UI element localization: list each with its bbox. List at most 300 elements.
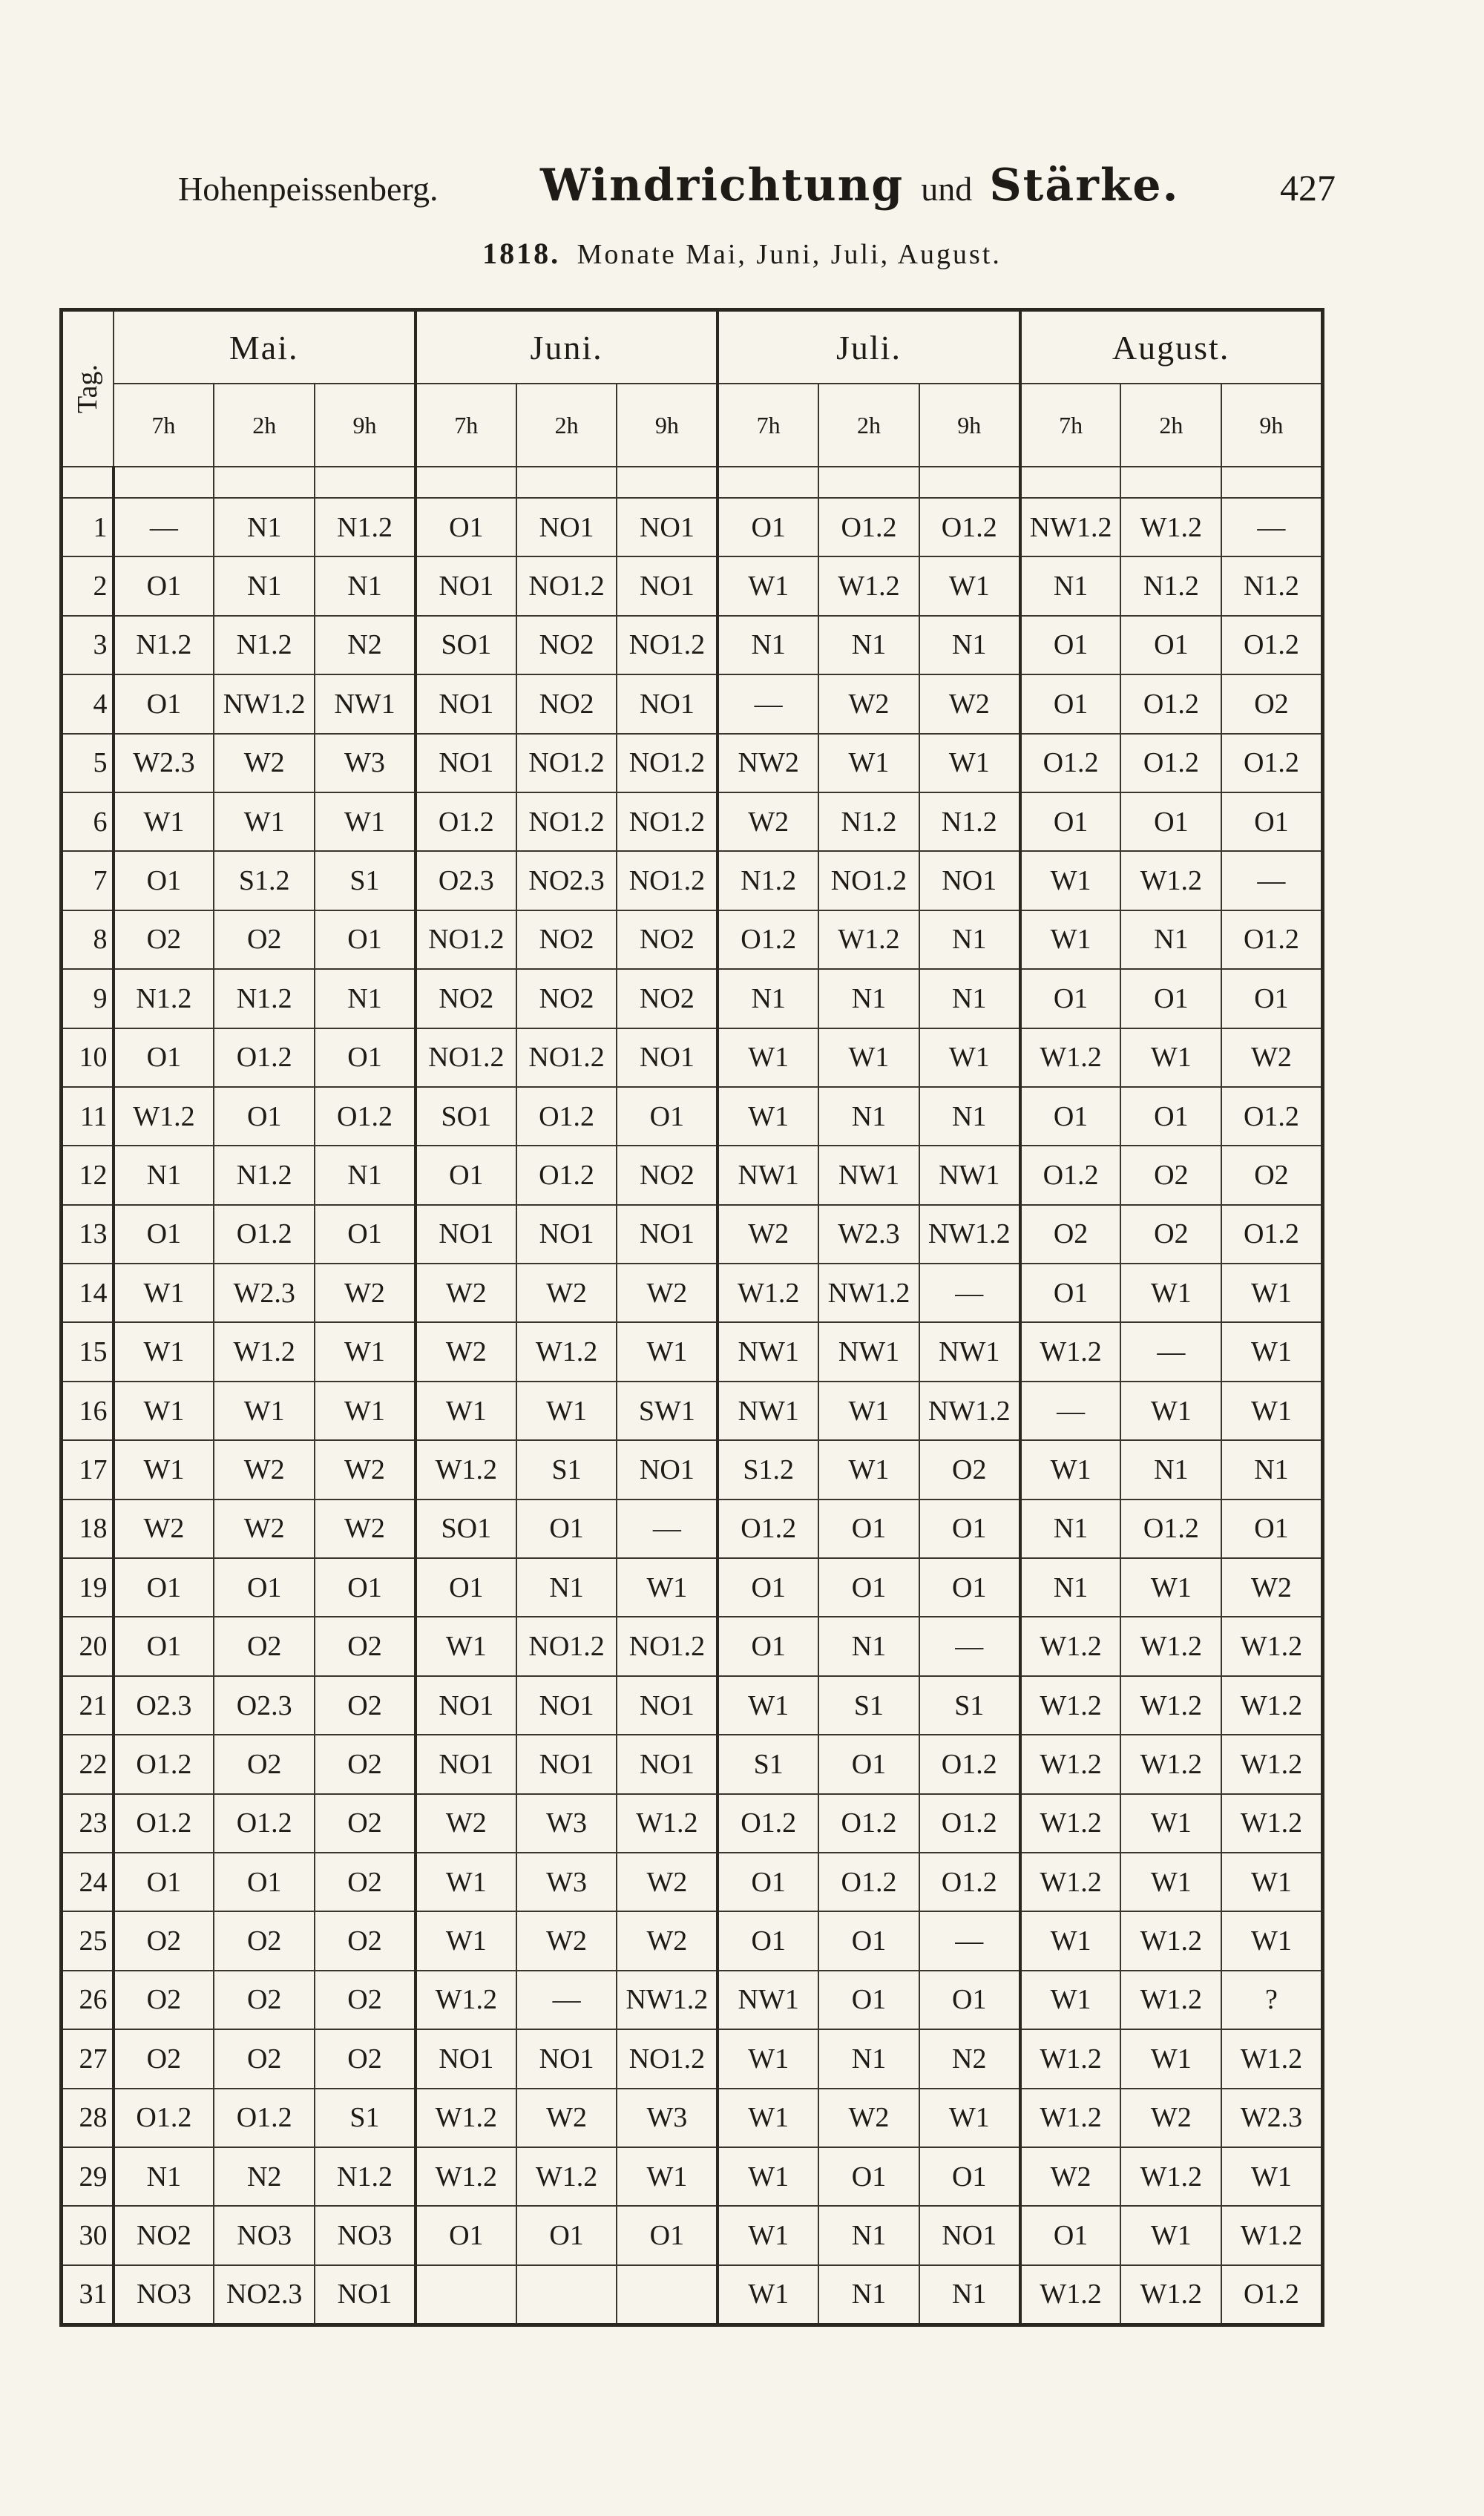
wind-cell: O2 — [214, 1911, 315, 1970]
wind-cell: W1 — [818, 1028, 919, 1087]
wind-cell: N1 — [1020, 1500, 1121, 1558]
wind-cell: O1 — [1020, 1087, 1121, 1146]
wind-cell: W1 — [114, 1322, 214, 1381]
wind-cell: — — [1020, 1382, 1121, 1440]
day-number: 30 — [62, 2206, 114, 2264]
wind-cell: W2 — [416, 1794, 516, 1853]
wind-cell: S1 — [818, 1676, 919, 1735]
wind-cell: O1.2 — [315, 1087, 416, 1146]
wind-cell: — — [617, 1500, 718, 1558]
wind-cell: W1.2 — [1020, 1028, 1121, 1087]
wind-cell: O1 — [114, 1558, 214, 1617]
wind-cell: N1 — [718, 616, 818, 674]
wind-cell: O1 — [818, 2147, 919, 2206]
wind-cell: S1 — [718, 1735, 818, 1793]
wind-cell: N1 — [818, 2029, 919, 2088]
time-header: 2h — [1120, 384, 1221, 467]
wind-cell: O2 — [214, 2029, 315, 2088]
wind-cell: NW1.2 — [1020, 498, 1121, 556]
wind-cell: W1 — [114, 792, 214, 851]
wind-cell: O2 — [315, 1676, 416, 1735]
wind-cell: W3 — [516, 1853, 617, 1911]
table-row — [62, 674, 1323, 733]
wind-cell: N1 — [1221, 1440, 1322, 1499]
wind-cell: W1 — [718, 2147, 818, 2206]
day-number: 27 — [62, 2029, 114, 2088]
wind-cell: O1.2 — [818, 1853, 919, 1911]
subtitle-text: Monate Mai, Juni, Juli, August. — [577, 239, 1002, 270]
wind-cell: O1.2 — [718, 1794, 818, 1853]
table-row — [62, 1735, 1323, 1793]
wind-cell: SO1 — [416, 616, 516, 674]
day-number: 3 — [62, 616, 114, 674]
wind-cell: W1 — [718, 1676, 818, 1735]
wind-cell: N1 — [818, 616, 919, 674]
wind-cell: O2 — [214, 1735, 315, 1793]
wind-cell: N1 — [1120, 910, 1221, 969]
wind-cell: NW1.2 — [919, 1382, 1020, 1440]
wind-cell: NW1 — [718, 1971, 818, 2029]
wind-cell: O1 — [818, 1735, 919, 1793]
day-number: 12 — [62, 1146, 114, 1204]
day-number: 15 — [62, 1322, 114, 1381]
wind-cell: O1 — [114, 1617, 214, 1675]
wind-cell: W1 — [214, 792, 315, 851]
wind-cell: S1.2 — [214, 851, 315, 910]
day-number: 7 — [62, 851, 114, 910]
wind-cell: N1 — [1020, 1558, 1121, 1617]
wind-cell: N1 — [718, 969, 818, 1028]
wind-cell: W1 — [416, 1382, 516, 1440]
wind-cell: O1.2 — [1221, 734, 1322, 792]
wind-cell: W1.2 — [1120, 851, 1221, 910]
wind-cell: N1 — [214, 498, 315, 556]
wind-cell: W1.2 — [1020, 2029, 1121, 2088]
wind-cell: W2 — [416, 1322, 516, 1381]
wind-cell: NO2 — [516, 616, 617, 674]
wind-cell: — — [718, 674, 818, 733]
wind-cell: W3 — [315, 734, 416, 792]
wind-cell: NO1 — [516, 1676, 617, 1735]
wind-cell: O2 — [1020, 1205, 1121, 1264]
wind-cell: W1 — [1120, 1382, 1221, 1440]
wind-cell: W1 — [416, 1617, 516, 1675]
wind-cell: N1 — [114, 1146, 214, 1204]
wind-cell: W1 — [1221, 1322, 1322, 1381]
wind-cell: S1 — [919, 1676, 1020, 1735]
day-number: 28 — [62, 2089, 114, 2147]
table-row — [62, 792, 1323, 851]
wind-cell: O1.2 — [214, 1794, 315, 1853]
wind-cell: — — [1221, 498, 1322, 556]
wind-cell: W1.2 — [114, 1087, 214, 1146]
wind-cell: W2 — [1120, 2089, 1221, 2147]
time-header: 7h — [1020, 384, 1121, 467]
wind-cell: NO1.2 — [818, 851, 919, 910]
wind-cell: N1 — [818, 1087, 919, 1146]
wind-cell: O1 — [718, 1617, 818, 1675]
wind-cell: W1 — [919, 2089, 1020, 2147]
wind-cell: N1 — [818, 969, 919, 1028]
wind-cell: O1 — [214, 1558, 315, 1617]
time-header: 7h — [416, 384, 516, 467]
day-number: 29 — [62, 2147, 114, 2206]
wind-cell: O1 — [1020, 616, 1121, 674]
table-row — [62, 2265, 1323, 2325]
wind-cell: O1 — [114, 674, 214, 733]
wind-cell: W1 — [718, 2206, 818, 2264]
wind-cell: N1 — [1120, 1440, 1221, 1499]
wind-cell: S1 — [315, 851, 416, 910]
table-row — [62, 1205, 1323, 1264]
table-row — [62, 1440, 1323, 1499]
wind-cell: W1 — [617, 1558, 718, 1617]
wind-cell: O1.2 — [1120, 734, 1221, 792]
wind-cell: O1.2 — [1221, 910, 1322, 969]
wind-cell: O1.2 — [1221, 1087, 1322, 1146]
wind-cell: — — [919, 1911, 1020, 1970]
time-header: 2h — [214, 384, 315, 467]
wind-cell: W1 — [919, 734, 1020, 792]
wind-cell: O1.2 — [516, 1087, 617, 1146]
wind-cell: NO1.2 — [617, 851, 718, 910]
wind-cell: W2 — [818, 2089, 919, 2147]
wind-cell: O1 — [1020, 969, 1121, 1028]
wind-cell: W2.3 — [214, 1264, 315, 1322]
wind-cell: O1.2 — [114, 1735, 214, 1793]
wind-cell: O2 — [315, 2029, 416, 2088]
day-number: 23 — [62, 1794, 114, 1853]
day-number: 18 — [62, 1500, 114, 1558]
title-staerke: Stärke. — [989, 160, 1180, 211]
wind-cell: W2 — [315, 1264, 416, 1322]
wind-cell: NO1.2 — [617, 734, 718, 792]
day-number: 31 — [62, 2265, 114, 2325]
wind-cell: NO1.2 — [416, 910, 516, 969]
wind-cell: NO1 — [617, 674, 718, 733]
wind-cell: O2 — [1120, 1205, 1221, 1264]
wind-cell: W2 — [516, 1911, 617, 1970]
wind-cell: NW1.2 — [214, 674, 315, 733]
wind-cell: NW1 — [315, 674, 416, 733]
wind-cell: W1.2 — [818, 556, 919, 615]
wind-cell: O1 — [718, 1911, 818, 1970]
day-number: 26 — [62, 1971, 114, 2029]
wind-cell: O1 — [818, 1911, 919, 1970]
wind-cell: W1.2 — [1120, 2265, 1221, 2325]
wind-cell: W2 — [1020, 2147, 1121, 2206]
wind-cell: O2 — [114, 910, 214, 969]
wind-cell: N1.2 — [315, 498, 416, 556]
month-header-august: August. — [1020, 310, 1322, 384]
wind-cell: W2 — [919, 674, 1020, 733]
wind-cell: W1 — [1120, 1558, 1221, 1617]
wind-cell: O1.2 — [214, 1028, 315, 1087]
time-header: 7h — [114, 384, 214, 467]
day-number: 21 — [62, 1676, 114, 1735]
wind-cell: O1.2 — [214, 1205, 315, 1264]
wind-cell: NO1 — [516, 1205, 617, 1264]
wind-cell: W1 — [1221, 1382, 1322, 1440]
day-number: 20 — [62, 1617, 114, 1675]
wind-cell: N1 — [919, 616, 1020, 674]
wind-cell: NO1.2 — [617, 792, 718, 851]
table-row — [62, 498, 1323, 556]
wind-cell: W1 — [114, 1440, 214, 1499]
wind-cell: W1 — [1020, 851, 1121, 910]
wind-cell: NW1 — [818, 1146, 919, 1204]
table-row — [62, 1676, 1323, 1735]
wind-cell: N1 — [919, 910, 1020, 969]
wind-cell: O1 — [315, 910, 416, 969]
wind-cell: W1.2 — [818, 910, 919, 969]
wind-cell: W1.2 — [1120, 1971, 1221, 2029]
wind-cell: O2 — [1120, 1146, 1221, 1204]
table-row — [62, 1971, 1323, 2029]
wind-cell: W2 — [416, 1264, 516, 1322]
wind-cell: W1 — [1120, 1028, 1221, 1087]
table-row — [62, 2089, 1323, 2147]
wind-cell: W1 — [617, 2147, 718, 2206]
wind-cell: NW1.2 — [818, 1264, 919, 1322]
wind-cell: W1.2 — [416, 1971, 516, 2029]
wind-cell: W1 — [718, 556, 818, 615]
wind-cell: O2 — [114, 1911, 214, 1970]
wind-cell: W1.2 — [1120, 1911, 1221, 1970]
wind-cell: O1.2 — [1221, 1205, 1322, 1264]
table-row — [62, 1087, 1323, 1146]
wind-cell: W2 — [1221, 1028, 1322, 1087]
wind-cell: W1.2 — [1020, 2089, 1121, 2147]
wind-cell: SW1 — [617, 1382, 718, 1440]
wind-cell: W1 — [315, 792, 416, 851]
wind-cell: O2 — [214, 1971, 315, 2029]
wind-cell: — — [1120, 1322, 1221, 1381]
page-header — [178, 160, 1336, 211]
wind-cell: O1 — [919, 2147, 1020, 2206]
wind-cell: O2 — [1221, 674, 1322, 733]
wind-cell: NW1 — [718, 1382, 818, 1440]
wind-cell: O1 — [114, 1028, 214, 1087]
wind-cell: O1 — [1221, 969, 1322, 1028]
wind-cell: O2 — [315, 1735, 416, 1793]
table-row — [62, 1028, 1323, 1087]
wind-cell: N1 — [315, 556, 416, 615]
wind-cell: W2 — [718, 1205, 818, 1264]
wind-cell: ? — [1221, 1971, 1322, 2029]
wind-cell: N1.2 — [114, 969, 214, 1028]
wind-cell: W1 — [1120, 2029, 1221, 2088]
wind-cell: SO1 — [416, 1500, 516, 1558]
wind-cell: W2.3 — [1221, 2089, 1322, 2147]
wind-cell: NO2 — [516, 969, 617, 1028]
wind-cell: W2 — [818, 674, 919, 733]
wind-cell: SO1 — [416, 1087, 516, 1146]
wind-cell: W2 — [516, 2089, 617, 2147]
wind-cell: NW1 — [919, 1322, 1020, 1381]
wind-cell: W1.2 — [1221, 1794, 1322, 1853]
wind-cell: W1 — [114, 1382, 214, 1440]
month-header-mai: Mai. — [114, 310, 416, 384]
wind-cell: W2 — [617, 1911, 718, 1970]
day-number: 25 — [62, 1911, 114, 1970]
wind-cell: W2 — [516, 1264, 617, 1322]
wind-cell: O1 — [818, 1500, 919, 1558]
wind-cell: NO1 — [617, 1205, 718, 1264]
wind-cell: O1 — [1020, 674, 1121, 733]
wind-cell: O1 — [1020, 1264, 1121, 1322]
wind-cell: W1.2 — [416, 2147, 516, 2206]
wind-cell: W1 — [214, 1382, 315, 1440]
wind-cell: NO2 — [617, 969, 718, 1028]
wind-cell: NO1.2 — [516, 1028, 617, 1087]
table-row — [62, 1558, 1323, 1617]
wind-cell: W1 — [617, 1322, 718, 1381]
wind-cell: NO3 — [114, 2265, 214, 2325]
wind-cell: W1.2 — [1221, 1735, 1322, 1793]
wind-cell: W1 — [114, 1264, 214, 1322]
table-row — [62, 616, 1323, 674]
wind-cell: N1 — [818, 1617, 919, 1675]
table-row — [62, 1794, 1323, 1853]
wind-cell: O1 — [114, 851, 214, 910]
wind-cell: O1 — [416, 1558, 516, 1617]
wind-cell — [416, 2265, 516, 2325]
wind-cell: O1 — [114, 1853, 214, 1911]
wind-cell: O1 — [516, 2206, 617, 2264]
wind-cell: NO2 — [617, 910, 718, 969]
wind-cell: O1.2 — [1120, 1500, 1221, 1558]
wind-cell: O1.2 — [718, 1500, 818, 1558]
wind-cell: O1.2 — [416, 792, 516, 851]
day-number: 11 — [62, 1087, 114, 1146]
wind-cell: W1.2 — [516, 1322, 617, 1381]
wind-cell: NO1.2 — [516, 556, 617, 615]
wind-cell: N1 — [818, 2206, 919, 2264]
day-number: 4 — [62, 674, 114, 733]
wind-cell: W1.2 — [617, 1794, 718, 1853]
wind-cell: W1 — [1120, 2206, 1221, 2264]
wind-cell: W1 — [818, 1382, 919, 1440]
day-number: 10 — [62, 1028, 114, 1087]
wind-cell: N1.2 — [214, 616, 315, 674]
wind-cell: W2 — [214, 1440, 315, 1499]
wind-cell: W2.3 — [114, 734, 214, 792]
wind-cell: S1 — [315, 2089, 416, 2147]
day-number: 14 — [62, 1264, 114, 1322]
wind-cell: — — [919, 1617, 1020, 1675]
wind-cell: — — [1221, 851, 1322, 910]
wind-cell: NO1 — [617, 1735, 718, 1793]
wind-cell: W1 — [1020, 1971, 1121, 2029]
wind-cell: N1 — [315, 969, 416, 1028]
wind-cell: O1 — [617, 1087, 718, 1146]
wind-cell: N1 — [919, 2265, 1020, 2325]
wind-cell: O1.2 — [1020, 734, 1121, 792]
wind-cell: NO1 — [516, 2029, 617, 2088]
wind-cell: NO1.2 — [617, 616, 718, 674]
wind-cell: W1 — [718, 2265, 818, 2325]
wind-cell: O1 — [114, 556, 214, 615]
wind-cell: O1 — [818, 1558, 919, 1617]
wind-cell: O1 — [919, 1500, 1020, 1558]
wind-cell: NO3 — [214, 2206, 315, 2264]
wind-cell: W1.2 — [1120, 1676, 1221, 1735]
wind-cell: W1 — [1120, 1264, 1221, 1322]
wind-cell: NO2 — [617, 1146, 718, 1204]
wind-cell: O1 — [718, 498, 818, 556]
wind-cell: NO2.3 — [214, 2265, 315, 2325]
wind-cell: N1 — [818, 2265, 919, 2325]
wind-cell: W2 — [315, 1440, 416, 1499]
wind-cell: W2 — [617, 1853, 718, 1911]
wind-cell: W1 — [718, 1028, 818, 1087]
wind-cell: O1.2 — [818, 498, 919, 556]
wind-cell: O1.2 — [1020, 1146, 1121, 1204]
table-row — [62, 1322, 1323, 1381]
wind-cell: O1 — [818, 1971, 919, 2029]
wind-cell: W2.3 — [818, 1205, 919, 1264]
time-header: 9h — [1221, 384, 1322, 467]
wind-cell: W1.2 — [1120, 498, 1221, 556]
wind-cell: W1 — [1020, 1440, 1121, 1499]
wind-cell: O1 — [1120, 969, 1221, 1028]
wind-cell: O2 — [214, 910, 315, 969]
wind-cell: W1 — [1221, 1853, 1322, 1911]
day-number: 22 — [62, 1735, 114, 1793]
wind-cell: W1 — [818, 1440, 919, 1499]
wind-cell: N1 — [1020, 556, 1121, 615]
subtitle-year: 1818. — [482, 237, 561, 270]
wind-cell: O1 — [315, 1205, 416, 1264]
wind-cell: S1 — [516, 1440, 617, 1499]
time-header: 9h — [919, 384, 1020, 467]
wind-cell: N1 — [516, 1558, 617, 1617]
wind-cell: W3 — [516, 1794, 617, 1853]
wind-cell: W1.2 — [416, 2089, 516, 2147]
place-name: Hohenpeissenberg. — [178, 170, 439, 208]
table-row — [62, 1853, 1323, 1911]
day-number: 13 — [62, 1205, 114, 1264]
wind-cell: NO2 — [516, 674, 617, 733]
wind-cell: O1 — [315, 1028, 416, 1087]
day-number: 16 — [62, 1382, 114, 1440]
wind-cell: O1.2 — [114, 2089, 214, 2147]
wind-cell: NW1.2 — [919, 1205, 1020, 1264]
table-row — [62, 851, 1323, 910]
time-header: 2h — [818, 384, 919, 467]
wind-cell: O2 — [919, 1440, 1020, 1499]
wind-cell: NO2 — [114, 2206, 214, 2264]
month-header-juni: Juni. — [416, 310, 718, 384]
wind-cell: NO1 — [416, 1735, 516, 1793]
wind-cell: O1 — [1221, 1500, 1322, 1558]
wind-cell: NO1 — [617, 1440, 718, 1499]
wind-cell: O1 — [1120, 616, 1221, 674]
wind-cell: O1.2 — [919, 1735, 1020, 1793]
wind-cell: W1.2 — [214, 1322, 315, 1381]
wind-cell: O1 — [1120, 1087, 1221, 1146]
wind-cell: S1.2 — [718, 1440, 818, 1499]
wind-cell: O1.2 — [1221, 2265, 1322, 2325]
wind-cell: W1 — [1020, 910, 1121, 969]
wind-cell: W1 — [1221, 1264, 1322, 1322]
wind-cell: NO1.2 — [617, 2029, 718, 2088]
day-column-header: Tag. — [62, 310, 114, 467]
wind-cell: NO1 — [617, 498, 718, 556]
wind-cell: — — [919, 1264, 1020, 1322]
wind-cell: NW1 — [718, 1146, 818, 1204]
